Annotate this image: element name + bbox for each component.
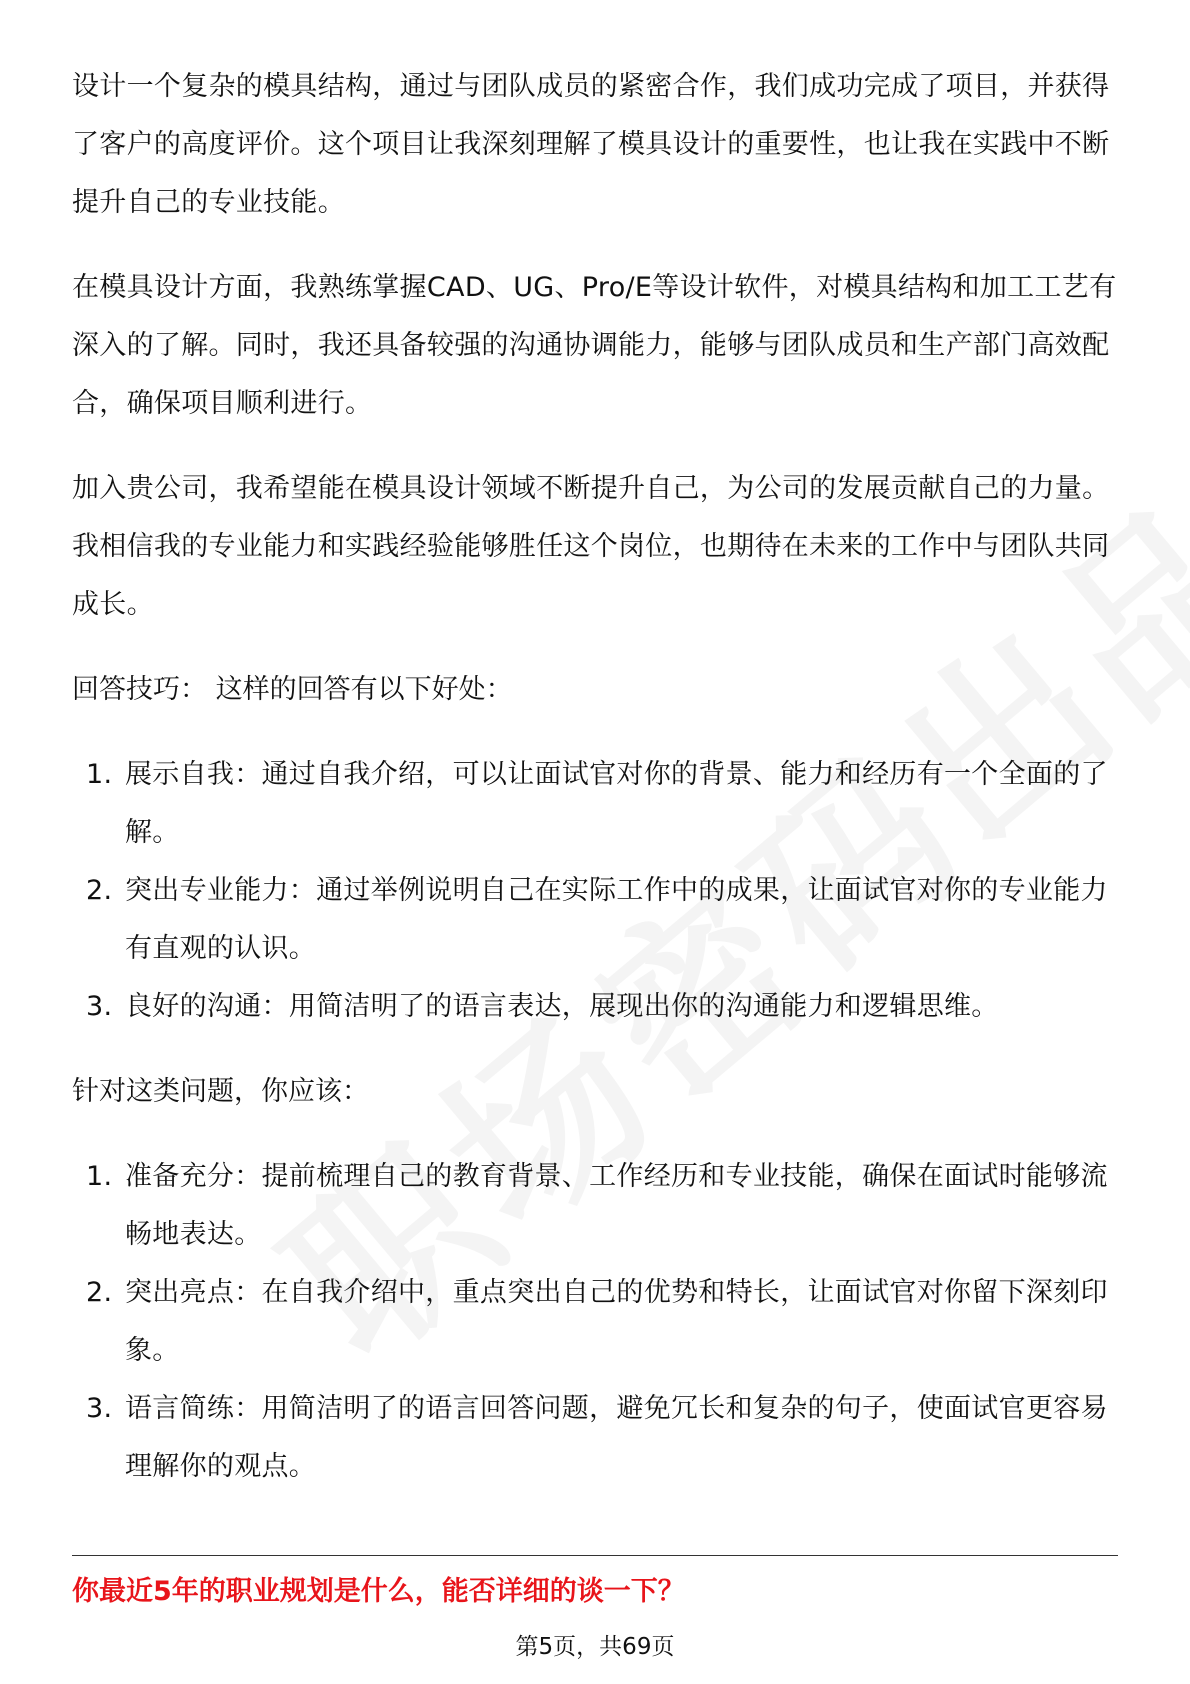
list-item-text: 良好的沟通：用简洁明了的语言表达，展现出你的沟通能力和逻辑思维。: [125, 991, 999, 1022]
list-number: 3.: [86, 991, 113, 1022]
list-number: 2.: [86, 875, 113, 906]
next-question-heading: 你最近5年的职业规划是什么，能否详细的谈一下？: [72, 1576, 685, 1607]
list-item-text: 突出亮点：在自我介绍中，重点突出自己的优势和特长，让面试官对你留下深刻印象。: [125, 1277, 1108, 1366]
list-item: [72, 1264, 1118, 1380]
list-item-text: 展示自我：通过自我介绍，可以让面试官对你的背景、能力和经历有一个全面的了解。: [125, 759, 1108, 848]
list-item: [72, 862, 1118, 978]
paragraph-project: 设计一个复杂的模具结构，通过与团队成员的紧密合作，我们成功完成了项目，并获得了客户的高度评价。这个项目让我深刻理解了模具设计的重要性，也让我在实践中不断提升自己的专业技能。: [72, 71, 1110, 218]
list-item: [72, 978, 1118, 1036]
list-number: 2.: [86, 1277, 113, 1308]
list-item-text: 准备充分：提前梳理自己的教育背景、工作经历和专业技能，确保在面试时能够流畅地表达。: [125, 1161, 1108, 1250]
tips-list: [72, 746, 1118, 1036]
list-item-text: 语言简练：用简洁明了的语言回答问题，避免冗长和复杂的句子，使面试官更容易理解你的观点。: [125, 1393, 1108, 1482]
advice-heading: 针对这类问题，你应该：: [72, 1076, 369, 1107]
list-item: [72, 1380, 1118, 1496]
list-item-text: 突出专业能力：通过举例说明自己在实际工作中的成果，让面试官对你的专业能力有直观的认识。: [125, 875, 1108, 964]
list-number: 3.: [86, 1393, 113, 1424]
list-item: [72, 746, 1118, 862]
paragraph-skills: 在模具设计方面，我熟练掌握CAD、UG、Pro/E等设计软件，对模具结构和加工工艺有深入的了解。同时，我还具备较强的沟通协调能力，能够与团队成员和生产部门高效配合，确保项目顺利进行。: [72, 272, 1117, 419]
list-item: [72, 1148, 1118, 1264]
tips-heading: 回答技巧： 这样的回答有以下好处：: [72, 674, 513, 705]
page-content: [72, 58, 1118, 1523]
list-number: 1.: [86, 1161, 113, 1192]
paragraph-goals: 加入贵公司，我希望能在模具设计领域不断提升自己，为公司的发展贡献自己的力量。我相信我的专业能力和实践经验能够胜任这个岗位，也期待在未来的工作中与团队共同成长。: [72, 473, 1110, 620]
list-number: 1.: [86, 759, 113, 790]
advice-list: [72, 1148, 1118, 1496]
section-divider: [72, 1555, 1118, 1556]
page-footer: 第5页，共69页: [515, 1634, 675, 1660]
